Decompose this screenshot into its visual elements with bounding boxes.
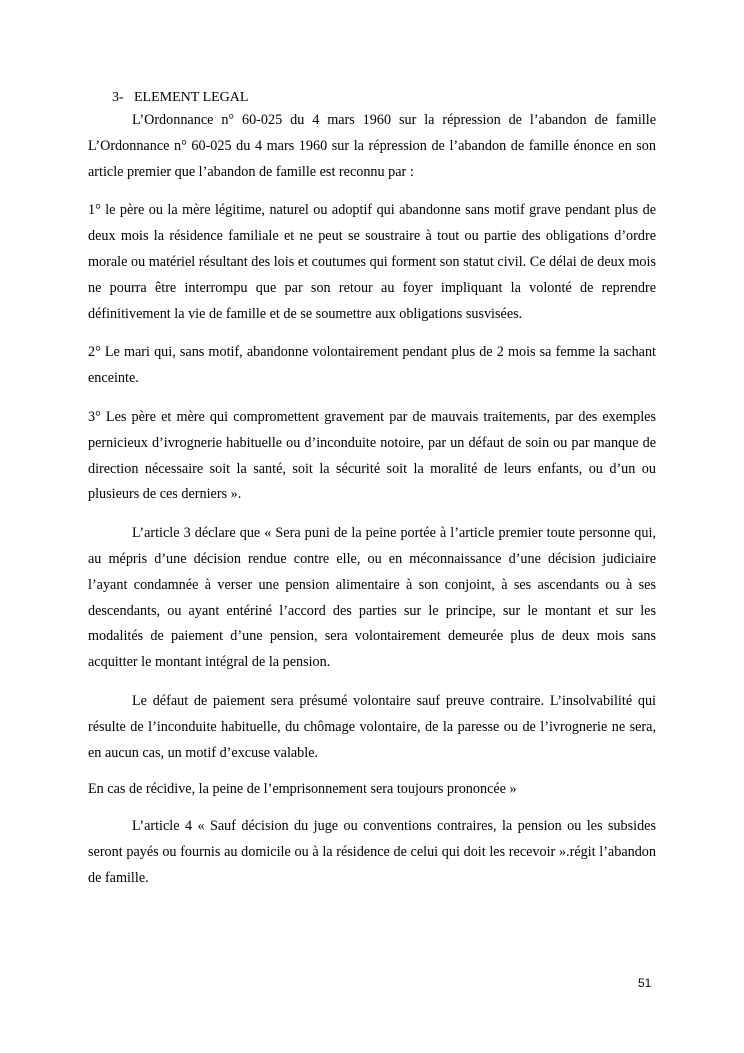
paragraph-article-4: L’article 4 « Sauf décision du juge ou conventions contraires, la pension ou les subsides seront payés ou fournis au domicile ou à la résidence de celui qui doit les recevoir ».régit l’abandon de famille. [88,818,656,886]
section-heading [112,88,656,108]
paragraph-point-1: 1° le père ou la mère légitime, naturel ou adoptif qui abandonne sans motif grave pendant plus de deux mois la résidence familiale et ne peut se soustraire à tout ou partie des obligations d’ordre morale ou matériel résultant des lois et coutumes qui forment son statut civil. Ce délai de deux mois ne pourra être interrompu que par son retour au foyer impliquant la volonté de reprendre définitivement la vie de famille et de se soumettre aux obligations susvisées. [88,202,656,322]
paragraph-point-2: 2° Le mari qui, sans motif, abandonne volontairement pendant plus de 2 mois sa femme la sachant enceinte. [88,344,656,387]
page-number: 51 [638,976,652,990]
section-number: 3- [112,90,124,105]
paragraph-article-3: L’article 3 déclare que « Sera puni de la peine portée à l’article premier toute personne qui, au mépris d’une décision rendue contre elle, ou en méconnaissance d’une décision judiciaire l’ayant condamnée à verser une pension alimentaire à son conjoint, à ses ascendants ou à ses descendants, ou ayant entériné l’accord des parties sur le principe, sur le montant et sur les modalités de paiement d’une pension, sera volontairement demeurée plus de deux mois sans acquitter le montant intégral de la pension. [88,525,656,671]
document-page [88,88,656,892]
paragraph-defaut-paiement: Le défaut de paiement sera présumé volontaire sauf preuve contraire. L’insolvabilité qui résulte de l’inconduite habituelle, du chômage volontaire, de la paresse ou de l’ivrognerie ne sera, en aucun cas, un motif d’excuse valable. [88,692,656,761]
paragraph-ordonnance-intro: L’Ordonnance n° 60-025 du 4 mars 1960 sur la répression de l’abandon de famille L’Ordonnance n° 60-025 du 4 mars 1960 sur la répression de l’abandon de famille énonce en son article premier que l’abandon de famille est reconnu par : [88,112,656,180]
section-title: ELEMENT LEGAL [134,90,249,105]
paragraph-recidive: En cas de récidive, la peine de l’emprisonnement sera toujours prononcée » [88,781,517,798]
paragraph-point-3: 3° Les père et mère qui compromettent gravement par de mauvais traitements, par des exemples pernicieux d’ivrognerie habituelle ou d’inconduite notoire, par un défaut de soin ou par manque de direction nécessaire soit la santé, soit la sécurité soit la moralité de leurs enfants, ou d’un ou plusieurs de ces derniers ». [88,408,656,503]
